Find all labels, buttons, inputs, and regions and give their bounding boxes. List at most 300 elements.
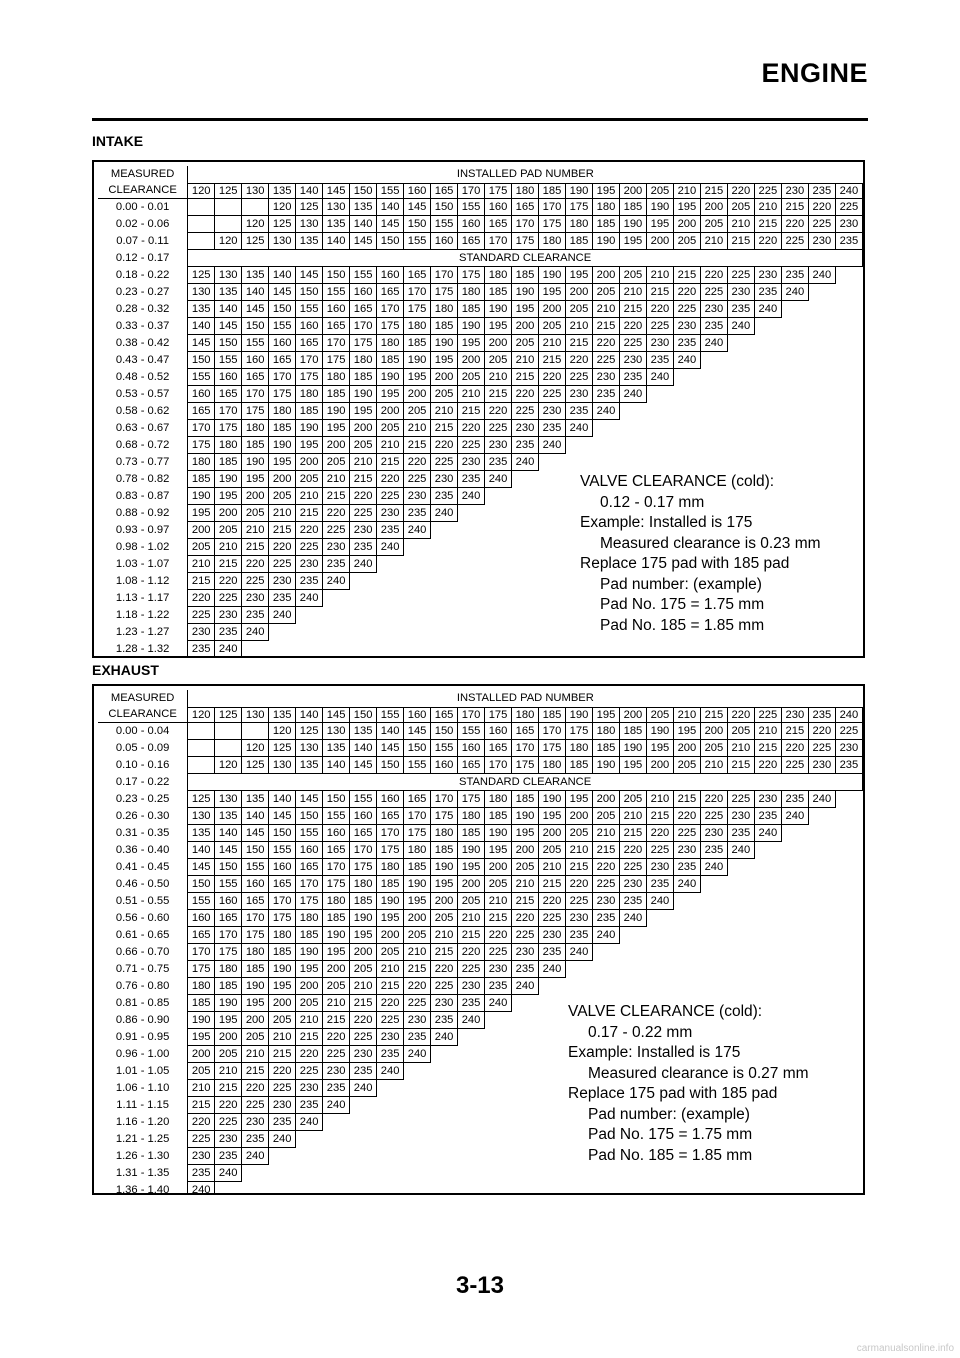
intake-pad-cell: 165 [323, 318, 350, 335]
exhaust-pad-cell: 230 [754, 791, 781, 808]
exhaust-pad-cell: 195 [565, 791, 592, 808]
intake-pad-cell: 210 [619, 284, 646, 301]
exhaust-pad-cell: 170 [377, 825, 404, 842]
exhaust-note [568, 1002, 809, 1166]
intake-blank-cell [350, 607, 377, 624]
exhaust-pad-cell: 125 [269, 740, 296, 757]
intake-blank-cell [808, 658, 835, 659]
exhaust-pad-number-row [98, 707, 863, 722]
intake-blank-cell [512, 658, 539, 659]
intake-pad-cell: 225 [727, 267, 754, 284]
intake-pad-cell: 175 [296, 369, 323, 386]
exhaust-pad-cell: 235 [350, 1063, 377, 1080]
exhaust-blank-cell [512, 1131, 539, 1148]
intake-blank-cell [781, 420, 808, 437]
intake-blank-cell [539, 522, 566, 539]
intake-pad-cell: 235 [485, 454, 512, 471]
intake-note-line: Example: Installed is 175 [580, 514, 753, 531]
exhaust-blank-cell [485, 1148, 512, 1165]
exhaust-pad-cell: 155 [350, 791, 377, 808]
intake-pad-cell: 235 [188, 641, 215, 658]
exhaust-pad-cell: 190 [188, 1012, 215, 1029]
intake-pad-cell: 170 [431, 267, 458, 284]
exhaust-pad-cell: 200 [565, 808, 592, 825]
exhaust-clearance-range: 0.10 - 0.16 [98, 757, 188, 774]
intake-pad-cell: 140 [188, 318, 215, 335]
exhaust-pad-cell: 220 [512, 910, 539, 927]
intake-pad-cell: 240 [485, 471, 512, 488]
intake-blank-cell [458, 641, 485, 658]
exhaust-pad-cell: 210 [512, 876, 539, 893]
intake-pad-cell: 215 [592, 318, 619, 335]
intake-clearance-range: 0.18 - 0.22 [98, 267, 188, 284]
exhaust-blank-cell [646, 1182, 673, 1196]
exhaust-pad-cell: 205 [727, 723, 754, 740]
intake-pad-number-cell: 190 [565, 183, 592, 198]
intake-pad-cell: 195 [565, 267, 592, 284]
intake-pad-cell: 210 [565, 318, 592, 335]
intake-pad-cell: 235 [377, 522, 404, 539]
intake-pad-cell: 205 [431, 386, 458, 403]
intake-pad-cell: 190 [350, 386, 377, 403]
exhaust-pad-cell: 230 [835, 740, 862, 757]
exhaust-pad-cell: 230 [485, 961, 512, 978]
exhaust-blank-cell [835, 1148, 862, 1165]
intake-pad-cell: 235 [215, 624, 242, 641]
intake-blank-cell [727, 386, 754, 403]
exhaust-clearance-label: CLEARANCE [108, 708, 177, 720]
intake-pad-cell: 235 [727, 301, 754, 318]
intake-clearance-range: 0.63 - 0.67 [98, 420, 188, 437]
exhaust-pad-cell: 155 [215, 876, 242, 893]
intake-pad-cell: 160 [188, 386, 215, 403]
intake-blank-cell [458, 590, 485, 607]
exhaust-pad-cell: 185 [485, 808, 512, 825]
exhaust-pad-cell: 150 [269, 825, 296, 842]
exhaust-blank-cell [458, 1046, 485, 1063]
intake-pad-cell: 195 [512, 301, 539, 318]
exhaust-pad-cell: 210 [700, 757, 727, 774]
exhaust-pad-cell: 210 [269, 1029, 296, 1046]
exhaust-pad-cell: 240 [377, 1063, 404, 1080]
intake-pad-cell: 165 [188, 403, 215, 420]
intake-pad-cell: 150 [404, 216, 431, 233]
intake-pad-cell: 195 [215, 488, 242, 505]
intake-blank-cell [431, 658, 458, 659]
intake-blank-cell [458, 624, 485, 641]
intake-pad-cell: 210 [377, 437, 404, 454]
exhaust-pad-cell: 140 [350, 740, 377, 757]
intake-table-row [98, 658, 863, 659]
exhaust-pad-cell: 220 [700, 791, 727, 808]
intake-pad-cell: 125 [269, 216, 296, 233]
intake-pad-cell: 190 [296, 420, 323, 437]
exhaust-pad-cell: 215 [350, 995, 377, 1012]
intake-pad-number-cell: 165 [431, 183, 458, 198]
intake-pad-cell: 200 [592, 267, 619, 284]
exhaust-pad-number-cell: 235 [808, 707, 835, 722]
exhaust-pad-cell: 145 [188, 859, 215, 876]
exhaust-pad-cell: 205 [404, 927, 431, 944]
intake-blank-cell [296, 607, 323, 624]
intake-blank-cell [727, 403, 754, 420]
intake-pad-cell: 150 [323, 267, 350, 284]
intake-pad-cell: 215 [215, 556, 242, 573]
intake-note-line: Pad No. 185 = 1.85 mm [600, 616, 765, 634]
exhaust-pad-cell: 195 [646, 740, 673, 757]
intake-pad-cell: 200 [539, 301, 566, 318]
exhaust-pad-cell: 215 [431, 944, 458, 961]
exhaust-blank-cell [727, 1165, 754, 1182]
exhaust-pad-cell: 240 [808, 791, 835, 808]
intake-blank-cell [754, 658, 781, 659]
intake-blank-cell [512, 624, 539, 641]
exhaust-pad-cell: 160 [188, 910, 215, 927]
exhaust-blank-cell [512, 1165, 539, 1182]
intake-pad-cell: 220 [242, 556, 269, 573]
intake-pad-number-cell: 135 [269, 183, 296, 198]
intake-pad-cell: 140 [323, 233, 350, 250]
intake-blank-cell [808, 352, 835, 369]
exhaust-pad-cell: 215 [485, 910, 512, 927]
intake-pad-cell: 200 [242, 488, 269, 505]
exhaust-pad-cell: 165 [377, 808, 404, 825]
exhaust-pad-cell: 175 [269, 910, 296, 927]
exhaust-blank-cell [269, 1165, 296, 1182]
exhaust-pad-cell: 220 [215, 1097, 242, 1114]
intake-blank-cell [781, 641, 808, 658]
exhaust-pad-cell: 210 [188, 1080, 215, 1097]
exhaust-pad-cell: 200 [458, 876, 485, 893]
exhaust-clearance-range: 1.26 - 1.30 [98, 1148, 188, 1165]
intake-pad-cell: 210 [323, 471, 350, 488]
exhaust-blank-cell [458, 1165, 485, 1182]
intake-blank-cell [700, 658, 727, 659]
intake-pad-cell: 205 [700, 216, 727, 233]
intake-pad-cell: 205 [619, 267, 646, 284]
intake-pad-cell: 160 [458, 216, 485, 233]
intake-blank-cell [458, 522, 485, 539]
intake-pad-cell: 220 [458, 420, 485, 437]
exhaust-pad-cell: 195 [296, 961, 323, 978]
intake-blank-cell [808, 369, 835, 386]
exhaust-pad-cell: 230 [242, 1114, 269, 1131]
exhaust-blank-cell [808, 1046, 835, 1063]
exhaust-pad-cell: 205 [431, 910, 458, 927]
exhaust-pad-cell: 240 [404, 1046, 431, 1063]
intake-pad-number-cell: 230 [781, 183, 808, 198]
intake-blank-cell [539, 539, 566, 556]
intake-pad-cell: 150 [377, 233, 404, 250]
exhaust-pad-cell: 190 [458, 842, 485, 859]
intake-pad-cell: 230 [539, 403, 566, 420]
intake-pad-cell: 190 [592, 233, 619, 250]
intake-blank-cell [431, 539, 458, 556]
exhaust-table-row [98, 740, 863, 757]
exhaust-pad-cell: 235 [323, 1080, 350, 1097]
intake-pad-cell: 170 [296, 352, 323, 369]
exhaust-pad-cell: 225 [296, 1063, 323, 1080]
intake-pad-cell: 235 [700, 318, 727, 335]
exhaust-standard-row [98, 774, 863, 791]
exhaust-pad-cell: 160 [323, 825, 350, 842]
exhaust-pad-cell: 160 [431, 757, 458, 774]
intake-pad-cell: 235 [565, 403, 592, 420]
exhaust-blank-cell [323, 1182, 350, 1196]
exhaust-pad-cell: 240 [431, 1029, 458, 1046]
intake-pad-cell: 230 [431, 471, 458, 488]
exhaust-pad-cell: 130 [296, 740, 323, 757]
intake-blank-cell [592, 420, 619, 437]
exhaust-note-line: Pad number: (example) [588, 1105, 750, 1123]
exhaust-pad-cell: 140 [377, 723, 404, 740]
intake-pad-cell: 185 [592, 216, 619, 233]
exhaust-blank-cell [296, 1131, 323, 1148]
exhaust-blank-cell [404, 1097, 431, 1114]
exhaust-blank-cell [781, 961, 808, 978]
intake-pad-cell: 215 [350, 471, 377, 488]
exhaust-blank-cell [512, 1063, 539, 1080]
exhaust-clearance-range: 0.46 - 0.50 [98, 876, 188, 893]
exhaust-pad-cell: 220 [296, 1046, 323, 1063]
page-header-title: ENGINE [761, 58, 868, 88]
intake-pad-cell: 180 [565, 216, 592, 233]
intake-pad-cell: 200 [215, 505, 242, 522]
intake-pad-cell: 190 [512, 284, 539, 301]
exhaust-clearance-range: 1.16 - 1.20 [98, 1114, 188, 1131]
intake-pad-cell: 160 [350, 284, 377, 301]
intake-blank-cell [485, 505, 512, 522]
exhaust-pad-cell: 175 [350, 859, 377, 876]
exhaust-pad-cell: 120 [269, 723, 296, 740]
intake-note-line: Measured clearance is 0.23 mm [600, 534, 821, 552]
intake-pad-cell: 175 [377, 318, 404, 335]
exhaust-pad-cell: 235 [485, 978, 512, 995]
intake-pad-cell: 225 [485, 420, 512, 437]
intake-pad-cell: 230 [296, 556, 323, 573]
exhaust-blank-cell [673, 927, 700, 944]
intake-blank-cell [700, 386, 727, 403]
exhaust-pad-cell: 165 [512, 723, 539, 740]
exhaust-blank-cell [808, 842, 835, 859]
exhaust-pad-cell: 135 [296, 757, 323, 774]
intake-blank-cell [565, 437, 592, 454]
exhaust-table-row [98, 723, 863, 740]
exhaust-pad-cell: 210 [539, 859, 566, 876]
intake-pad-cell: 200 [269, 471, 296, 488]
intake-blank-cell [323, 607, 350, 624]
intake-blank-cell [619, 403, 646, 420]
exhaust-blank-cell [619, 927, 646, 944]
exhaust-blank-cell [808, 1029, 835, 1046]
intake-pad-cell: 230 [242, 590, 269, 607]
intake-pad-cell: 205 [350, 437, 377, 454]
exhaust-blank-cell [431, 1148, 458, 1165]
intake-pad-cell: 220 [539, 369, 566, 386]
intake-pad-cell: 215 [781, 199, 808, 216]
intake-pad-cell: 220 [565, 352, 592, 369]
intake-pad-cell: 155 [350, 267, 377, 284]
exhaust-pad-cell: 180 [323, 893, 350, 910]
intake-pad-cell: 215 [512, 369, 539, 386]
intake-pad-cell: 190 [269, 437, 296, 454]
intake-pad-cell: 160 [431, 233, 458, 250]
exhaust-blank-cell [727, 961, 754, 978]
intake-pad-cell: 235 [673, 335, 700, 352]
intake-pad-cell: 225 [323, 522, 350, 539]
exhaust-pad-cell: 155 [404, 757, 431, 774]
intake-clearance-range: 0.53 - 0.57 [98, 386, 188, 403]
exhaust-table-row [98, 1182, 863, 1196]
intake-pad-cell: 160 [485, 199, 512, 216]
intake-pad-cell: 225 [269, 556, 296, 573]
exhaust-blank-cell [727, 893, 754, 910]
exhaust-pad-cell: 225 [350, 1029, 377, 1046]
intake-pad-cell: 140 [269, 267, 296, 284]
intake-pad-cell: 130 [215, 267, 242, 284]
intake-pad-cell: 240 [242, 624, 269, 641]
exhaust-pad-cell: 200 [646, 757, 673, 774]
intake-pad-cell: 200 [404, 386, 431, 403]
exhaust-blank-cell [673, 1182, 700, 1196]
intake-pad-cell: 170 [485, 233, 512, 250]
intake-pad-cell: 235 [646, 352, 673, 369]
intake-pad-cell: 240 [754, 301, 781, 318]
intake-blank-cell [835, 420, 862, 437]
exhaust-pad-cell: 225 [781, 757, 808, 774]
intake-blank-cell [539, 488, 566, 505]
exhaust-pad-cell: 170 [188, 944, 215, 961]
exhaust-pad-cell: 230 [269, 1097, 296, 1114]
intake-blank-cell [404, 556, 431, 573]
exhaust-blank-cell [269, 1148, 296, 1165]
intake-blank-cell [754, 352, 781, 369]
intake-pad-cell: 180 [188, 454, 215, 471]
exhaust-pad-number-cell: 160 [404, 707, 431, 722]
exhaust-pad-cell: 220 [808, 723, 835, 740]
exhaust-blank-cell [781, 927, 808, 944]
exhaust-clearance-range: 0.51 - 0.55 [98, 893, 188, 910]
exhaust-blank-cell [835, 1097, 862, 1114]
exhaust-blank-cell [350, 1097, 377, 1114]
exhaust-table-row [98, 757, 863, 774]
exhaust-pad-cell: 205 [539, 842, 566, 859]
intake-note [580, 472, 821, 636]
exhaust-pad-cell: 240 [700, 859, 727, 876]
intake-pad-cell: 185 [512, 267, 539, 284]
exhaust-blank-cell [323, 1165, 350, 1182]
exhaust-blank-cell [539, 1012, 566, 1029]
exhaust-pad-cell: 185 [323, 910, 350, 927]
exhaust-note-line: 0.17 - 0.22 mm [588, 1023, 693, 1041]
exhaust-pad-cell: 190 [619, 740, 646, 757]
exhaust-pad-cell: 230 [619, 876, 646, 893]
intake-blank-cell [808, 437, 835, 454]
exhaust-pad-cell: 225 [619, 859, 646, 876]
exhaust-pad-number-cell: 240 [835, 707, 862, 722]
intake-pad-cell: 190 [377, 369, 404, 386]
exhaust-blank-cell [754, 944, 781, 961]
exhaust-pad-cell: 195 [269, 978, 296, 995]
exhaust-blank-cell [539, 1080, 566, 1097]
intake-pad-cell: 165 [242, 369, 269, 386]
intake-pad-cell: 155 [269, 318, 296, 335]
exhaust-blank-cell [754, 910, 781, 927]
intake-pad-cell: 170 [323, 335, 350, 352]
intake-pad-cell: 215 [565, 335, 592, 352]
intake-pad-cell: 195 [404, 369, 431, 386]
exhaust-table-row [98, 927, 863, 944]
intake-pad-cell: 225 [808, 216, 835, 233]
intake-pad-cell: 230 [215, 607, 242, 624]
intake-pad-number-cell: 145 [323, 183, 350, 198]
intake-table-row [98, 216, 863, 233]
exhaust-pad-cell: 165 [242, 893, 269, 910]
exhaust-clearance-range: 0.17 - 0.22 [98, 774, 188, 791]
exhaust-pad-cell: 225 [458, 961, 485, 978]
intake-table-row [98, 318, 863, 335]
intake-pad-cell: 140 [350, 216, 377, 233]
intake-pad-cell: 225 [646, 318, 673, 335]
intake-standard-row [98, 250, 863, 267]
intake-blank-cell [485, 488, 512, 505]
intake-clearance-range: 0.93 - 0.97 [98, 522, 188, 539]
intake-pad-cell: 185 [404, 335, 431, 352]
exhaust-pad-cell: 235 [188, 1165, 215, 1182]
intake-pad-cell: 205 [296, 471, 323, 488]
exhaust-pad-cell: 205 [485, 876, 512, 893]
intake-pad-cell: 235 [404, 505, 431, 522]
exhaust-blank-cell [727, 910, 754, 927]
intake-blank-cell [485, 658, 512, 659]
exhaust-pad-cell: 240 [512, 978, 539, 995]
intake-clearance-label: CLEARANCE [108, 184, 177, 196]
intake-blank-cell [485, 556, 512, 573]
intake-pad-cell: 230 [700, 301, 727, 318]
intake-pad-cell: 220 [512, 386, 539, 403]
exhaust-blank-cell [619, 978, 646, 995]
intake-table-row [98, 403, 863, 420]
exhaust-blank-cell [835, 808, 862, 825]
intake-pad-cell: 240 [619, 386, 646, 403]
intake-pad-cell: 190 [485, 301, 512, 318]
intake-pad-cell: 235 [781, 267, 808, 284]
intake-pad-cell: 220 [619, 318, 646, 335]
exhaust-blank-cell [781, 876, 808, 893]
exhaust-table-row [98, 961, 863, 978]
intake-clearance-range: 0.33 - 0.37 [98, 318, 188, 335]
intake-pad-cell: 145 [188, 335, 215, 352]
exhaust-pad-cell: 170 [539, 723, 566, 740]
exhaust-pad-cell: 225 [188, 1131, 215, 1148]
exhaust-pad-cell: 185 [188, 995, 215, 1012]
intake-blank-cell [781, 335, 808, 352]
exhaust-pad-cell: 220 [565, 876, 592, 893]
intake-pad-cell: 205 [269, 488, 296, 505]
intake-blank-cell [700, 454, 727, 471]
exhaust-clearance-range: 1.31 - 1.35 [98, 1165, 188, 1182]
intake-blank-cell [512, 539, 539, 556]
intake-blank-cell [646, 641, 673, 658]
intake-pad-cell: 210 [458, 386, 485, 403]
exhaust-pad-cell: 180 [188, 978, 215, 995]
exhaust-pad-cell: 175 [323, 876, 350, 893]
intake-pad-cell: 180 [431, 301, 458, 318]
exhaust-blank-cell [323, 1114, 350, 1131]
intake-blank-cell [512, 505, 539, 522]
intake-blank-cell [700, 420, 727, 437]
intake-pad-cell: 185 [485, 284, 512, 301]
